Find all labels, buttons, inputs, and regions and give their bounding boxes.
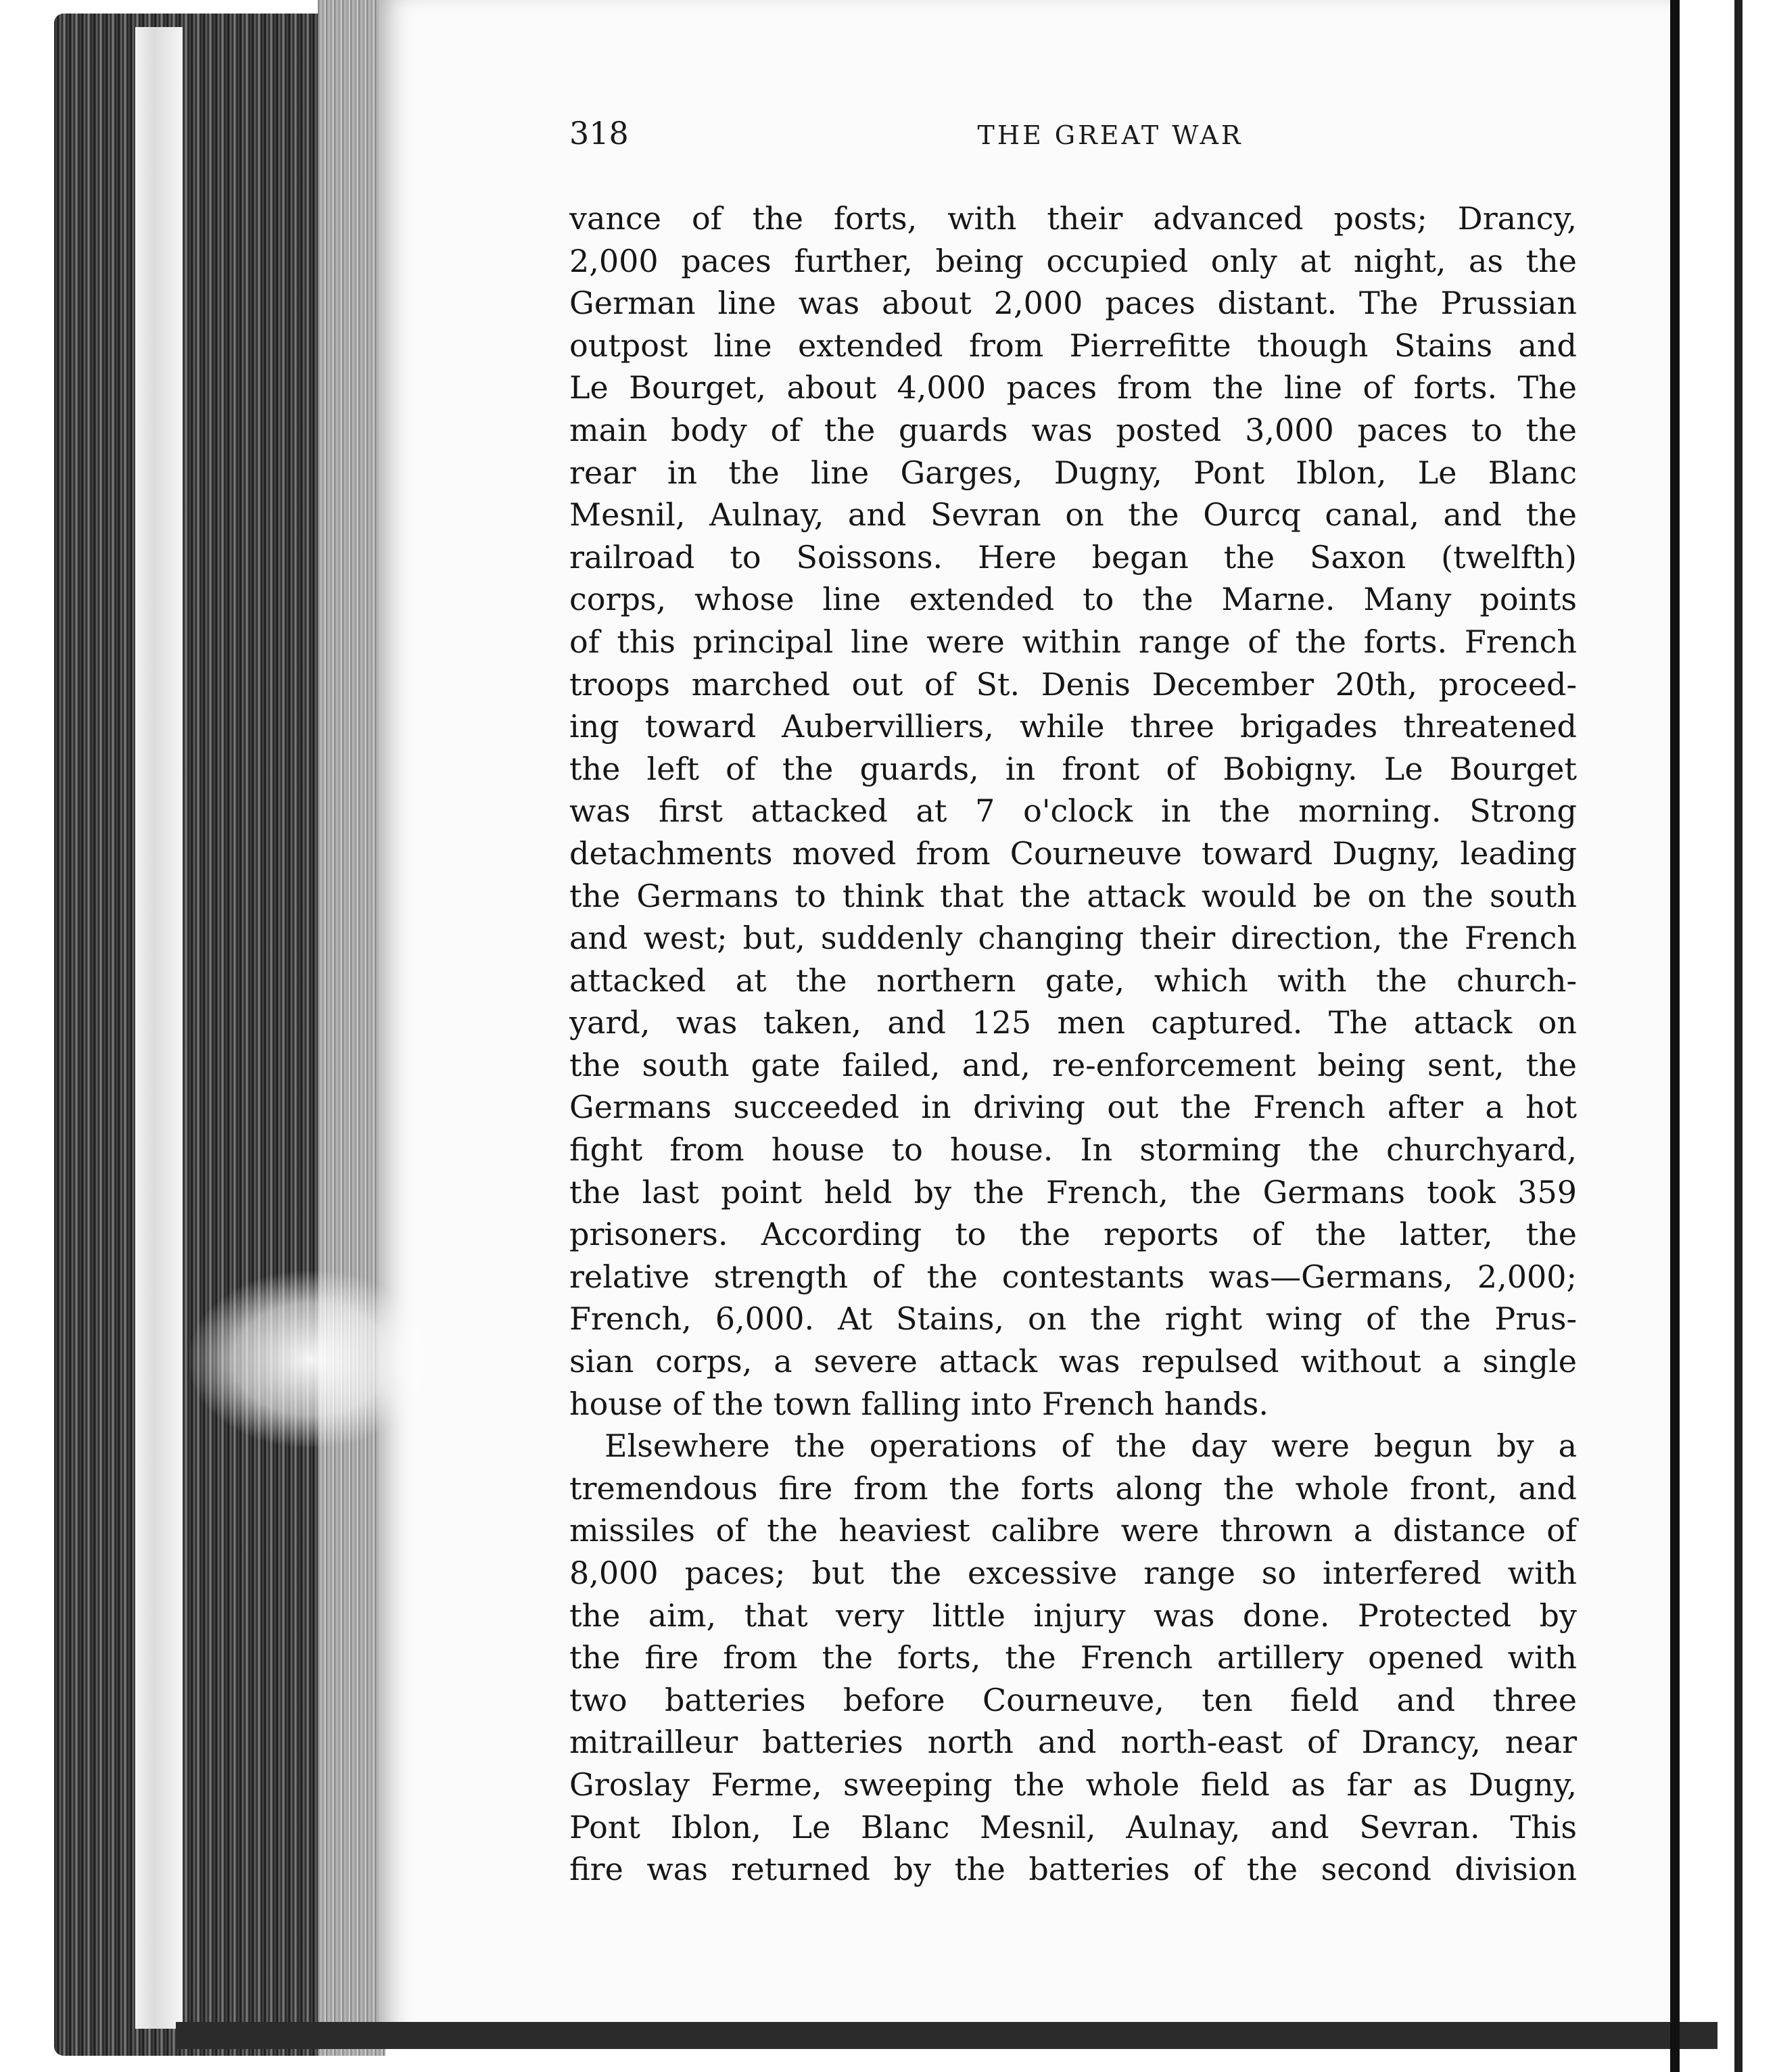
page-edges: [318, 0, 385, 2056]
text-line: Pont Iblon, Le Blanc Mesnil, Aulnay, and Sevran. This: [569, 1808, 1577, 1845]
text-line: prisoners. According to the reports of the latter, the: [569, 1216, 1577, 1253]
text-line: mitrailleur batteries north and north-east of Drancy, near: [569, 1724, 1577, 1761]
text-line: the left of the guards, in front of Bobigny. Le Bourget: [569, 750, 1577, 787]
text-line: two batteries before Courneuve, ten field and three: [569, 1681, 1577, 1718]
text-line: was first attacked at 7 o'clock in the morning. Strong: [569, 793, 1577, 830]
text-line: relative strength of the contestants was—Germans, 2,000;: [569, 1258, 1577, 1295]
text-line: vance of the forts, with their advanced posts; Drancy,: [569, 200, 1577, 237]
page-header: [569, 115, 1577, 162]
page-number: 318: [569, 115, 629, 151]
text-line: tremendous fire from the forts along the whole front, and: [569, 1469, 1577, 1507]
right-scan-border: [1734, 0, 1743, 2072]
text-line: main body of the guards was posted 3,000 paces to the: [569, 411, 1577, 448]
text-line: railroad to Soissons. Here began the Saxon (twelfth): [569, 538, 1577, 575]
text-line: the south gate failed, and, re-enforcement being sent, the: [569, 1046, 1577, 1083]
text-line: troops marched out of St. Denis December 20th, proceed-: [569, 665, 1577, 703]
text-line: Elsewhere the operations of the day were begun by a: [605, 1428, 1577, 1465]
paragraph-2: [569, 1425, 1577, 1891]
text-line: Mesnil, Aulnay, and Sevran on the Ourcq canal, and the: [569, 496, 1577, 534]
text-line: fight from house to house. In storming the churchyard,: [569, 1131, 1577, 1169]
text-line: the aim, that very little injury was done. Protected by: [569, 1597, 1577, 1634]
text-line: fire was returned by the batteries of the second division: [569, 1851, 1577, 1888]
right-page-edge: [1670, 0, 1680, 2072]
text-line: yard, was taken, and 125 men captured. The attack on: [569, 1004, 1577, 1041]
text-line: Le Bourget, about 4,000 paces from the line of forts. The: [569, 369, 1577, 406]
text-line: of this principal line were within range of the forts. French: [569, 623, 1577, 660]
spine-highlight: [135, 27, 183, 2029]
text-line: French, 6,000. At Stains, on the right wing of the Prus-: [569, 1300, 1577, 1338]
text-line: ing toward Aubervilliers, while three brigades threatened: [569, 708, 1577, 745]
text-line: Germans succeeded in driving out the French after a hot: [569, 1089, 1577, 1126]
scan-smudge: [189, 1271, 433, 1447]
text-line: the Germans to think that the attack would be on the south: [569, 877, 1577, 914]
text-line: Groslay Ferme, sweeping the whole field as far as Dugny,: [569, 1766, 1577, 1803]
text-line: missiles of the heaviest calibre were thrown a distance of: [569, 1512, 1577, 1549]
text-line: 2,000 paces further, being occupied only at night, as the: [569, 242, 1577, 279]
text-line: the last point held by the French, the Germans took 359: [569, 1173, 1577, 1210]
text-line: corps, whose line extended to the Marne. Many points: [569, 581, 1577, 618]
text-line: German line was about 2,000 paces distant. The Prussian: [569, 285, 1577, 322]
text-line: house of the town falling into French hands.: [569, 1385, 1269, 1422]
text-line: detachments moved from Courneuve toward Dugny, leading: [569, 834, 1577, 872]
page-bottom-shadow: [176, 2022, 1717, 2049]
paragraph-1: [569, 197, 1577, 1425]
text-line: rear in the line Garges, Dugny, Pont Iblon, Le Blanc: [569, 454, 1577, 491]
running-title: THE GREAT WAR: [977, 120, 1243, 150]
text-line: and west; but, suddenly changing their direction, the French: [569, 920, 1577, 957]
text-line: sian corps, a severe attack was repulsed without a single: [569, 1343, 1577, 1380]
text-line: attacked at the northern gate, which with the church-: [569, 962, 1577, 999]
text-line: 8,000 paces; but the excessive range so interfered with: [569, 1555, 1577, 1591]
body-text: [569, 197, 1577, 1891]
text-line: the fire from the forts, the French artillery opened with: [569, 1639, 1577, 1676]
text-line: outpost line extended from Pierrefitte though Stains and: [569, 327, 1577, 364]
